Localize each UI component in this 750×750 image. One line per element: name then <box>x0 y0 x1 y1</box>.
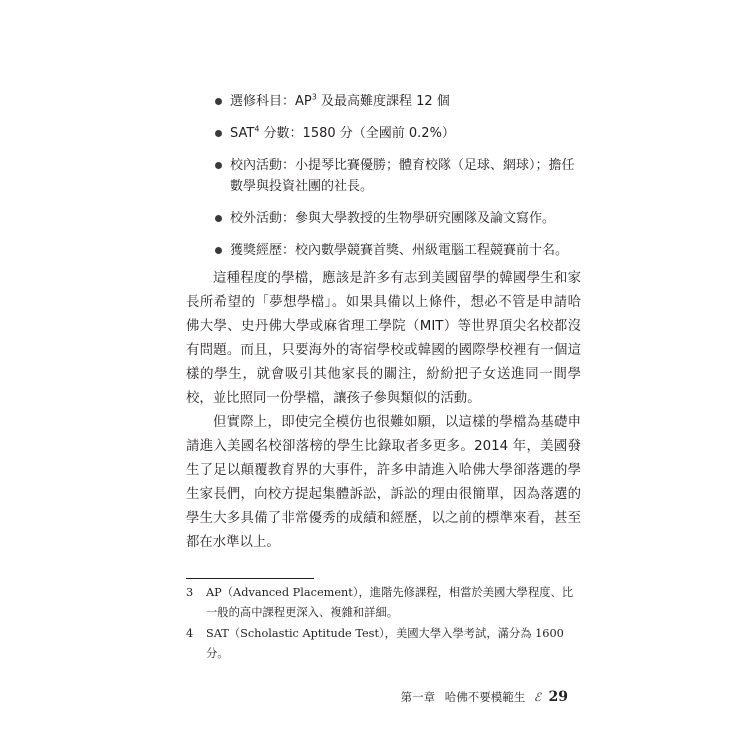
ornament-icon: ℰ <box>533 690 541 704</box>
credential-text: SAT <box>230 126 255 141</box>
credential-item <box>215 91 580 112</box>
bullet-dot-icon <box>215 247 222 254</box>
footnote-text: SAT（Scholastic Aptitude Test），美國大學入學考試，滿分為 1600 分。 <box>206 627 564 660</box>
bullet-dot-icon <box>215 162 222 169</box>
footnote <box>186 624 581 664</box>
body-paragraph: 這種程度的學檔，應該是許多有志到美國留學的韓國學生和家長所希望的「夢想學檔」。如果具備以上條件，想必不管是申請哈佛大學、史丹佛大學或麻省理工學院（MIT）等世界頂尖名校都沒有問題。而且，只要海外的寄宿學校或韓國的國際學校裡有一個這樣的學生，就會吸引其他家長的關注，紛紛把子女送進同一間學校，並比照同一份學檔，讓孩子參與類似的活動。 <box>186 271 581 406</box>
footnote <box>186 583 581 623</box>
footnote-number: 4 <box>186 627 194 640</box>
footnote-ref: 3 <box>311 92 317 102</box>
credential-item <box>215 123 580 144</box>
credential-text-cont: 分數：1580 分（全國前 0.2%） <box>259 126 455 141</box>
body-paragraph: 但實際上，即使完全模仿也很難如願，以這樣的學檔為基礎申請進入美國名校卻落榜的學生比錄取者多更多。2014 年，美國發生了足以顛覆教育界的大事件，許多申請進入哈佛大學卻落選的學生家長們，向校方提起集體訴訟，訴訟的理由很簡單，因為落選的學生大多具備了非常優秀的成績和經歷，以之前的標準來看，甚至都在水準以上。 <box>186 415 581 550</box>
credential-text: 獲獎經歷：校內數學競賽首獎、州級電腦工程競賽前十名。 <box>230 243 569 258</box>
footnote-divider <box>186 578 314 579</box>
credential-item <box>215 240 580 261</box>
running-footer <box>401 687 568 707</box>
credentials-list <box>215 91 580 272</box>
credential-text: 選修科目：AP <box>230 94 312 109</box>
bullet-dot-icon <box>215 215 222 222</box>
bullet-dot-icon <box>215 130 222 137</box>
footnote-number: 3 <box>186 586 194 599</box>
footnote-ref: 4 <box>254 124 260 134</box>
credential-text-cont: 及最高難度課程 12 個 <box>316 94 450 109</box>
credential-item <box>215 155 580 197</box>
bullet-dot-icon <box>215 98 222 105</box>
footnote-text: AP（Advanced Placement），進階先修課程，相當於美國大學程度、比一般的高中課程更深入、複雜和詳細。 <box>206 586 574 619</box>
page-number: 29 <box>548 689 568 705</box>
chapter-label: 第一章 <box>400 690 436 704</box>
credential-text: 校外活動：參與大學教授的生物學研究團隊及論文寫作。 <box>230 211 556 226</box>
credential-text: 校內活動：小提琴比賽優勝；體育校隊（足球、網球）；擔任數學與投資社團的社長。 <box>230 158 575 194</box>
book-title: 哈佛不要模範生 <box>444 690 526 704</box>
credential-item <box>215 208 580 229</box>
